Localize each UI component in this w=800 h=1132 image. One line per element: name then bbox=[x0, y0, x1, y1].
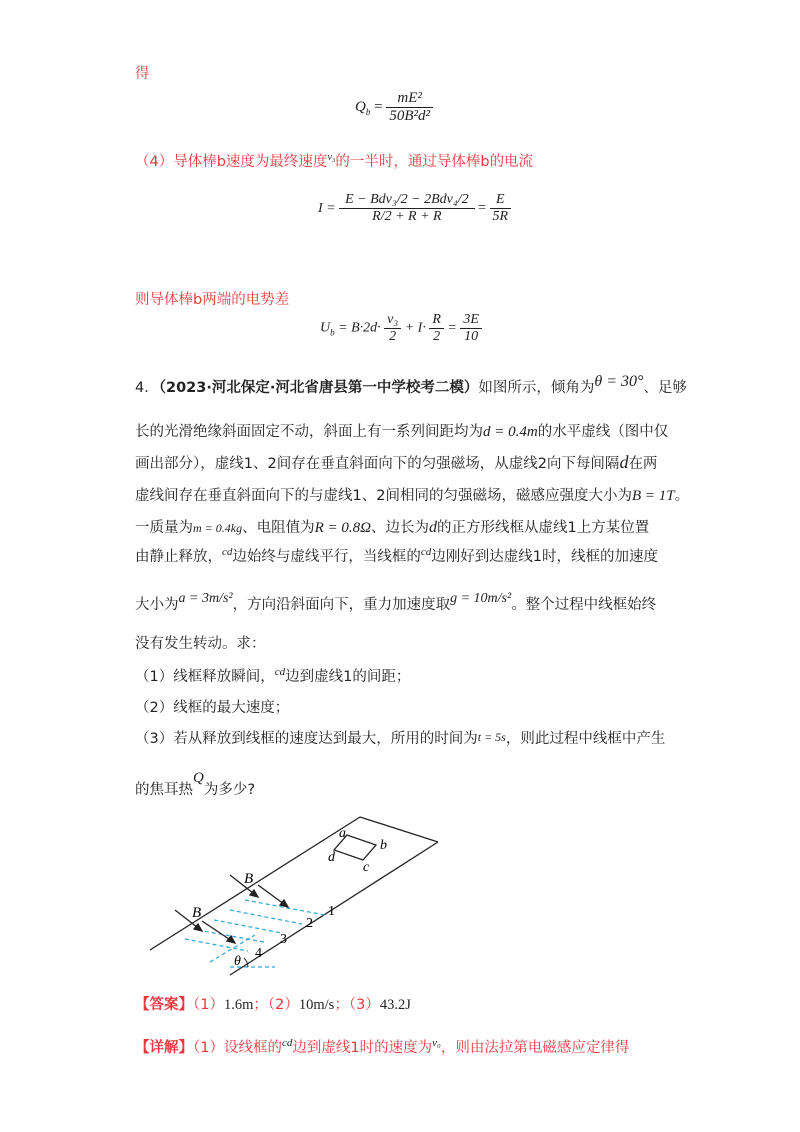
theta-eq: θ = 30° bbox=[594, 373, 644, 390]
line7-c: 。整个过程中线框始终 bbox=[511, 597, 657, 613]
line2-b: 的水平虚线（图中仅 bbox=[537, 424, 669, 440]
line7-a: 大小为 bbox=[135, 597, 179, 613]
explanation-text-a: （1）设线框的 bbox=[193, 1040, 282, 1056]
line6-b: 边始终与虚线平行，当线框的 bbox=[232, 549, 421, 565]
q3-d: 为多少? bbox=[203, 782, 256, 798]
dashed-line-2 bbox=[230, 910, 302, 924]
cd1: cd bbox=[222, 546, 233, 559]
line5-c: 、边长为 bbox=[370, 520, 429, 536]
de-word: 得 bbox=[135, 66, 150, 82]
problem-line-1 bbox=[135, 373, 687, 397]
eq-ub-mid: = B·2d· bbox=[338, 320, 381, 336]
answer-sep2: ；（3） bbox=[334, 997, 380, 1013]
question-1 bbox=[135, 665, 410, 686]
eq-ub-f2-den: 2 bbox=[433, 329, 441, 344]
eq-ub-f1-den: 2 bbox=[389, 329, 397, 344]
dashed-line-3 bbox=[214, 920, 282, 933]
eq-ub-lhs: U bbox=[320, 320, 331, 336]
line5-b: 、电阻值为 bbox=[242, 520, 315, 536]
q3-b: ，则此过程中线框中产生 bbox=[505, 731, 666, 747]
line3-a: 画出部分），虚线1、2间存在垂直斜面向下的匀强磁场，从虚线2向下每间隔 bbox=[135, 456, 620, 472]
eq-ub-res-den: 10 bbox=[464, 329, 479, 344]
line1-b: 、足够 bbox=[643, 380, 687, 396]
label-1: 1 bbox=[328, 904, 335, 919]
answer-v1: 1.6m bbox=[223, 997, 254, 1013]
label-b-field-2: B bbox=[192, 905, 202, 921]
q1-a: （1）线框释放瞬间， bbox=[135, 669, 275, 685]
ub-text: 则导体棒b两端的电势差 bbox=[135, 292, 290, 308]
eq-ub-eq: = bbox=[447, 320, 457, 336]
q1-cd: cd bbox=[274, 666, 286, 679]
line7-b: ，方向沿斜面向下，重力加速度取 bbox=[232, 597, 451, 613]
eq-i-den: R/2 + R + R bbox=[372, 209, 442, 224]
problem-number: 4． bbox=[135, 380, 159, 396]
m-eq: m = 0.4kg bbox=[193, 521, 243, 535]
part4-v: v₃ bbox=[327, 152, 336, 164]
q3-a: （3）若从释放到线框的速度达到最大，所用的时间为 bbox=[135, 731, 478, 747]
eq-i-lhs: I = bbox=[318, 200, 336, 216]
eq-ub-plus: + I· bbox=[404, 320, 426, 336]
explanation-tag: 【详解】 bbox=[135, 1040, 193, 1056]
eq-ub-sub: b bbox=[330, 327, 335, 338]
line6-a: 由静止释放， bbox=[135, 549, 222, 565]
label-4: 4 bbox=[255, 946, 262, 961]
eq-ub-f1-num: v₃ bbox=[384, 312, 401, 329]
answer-v3: 43.2J bbox=[379, 997, 411, 1013]
problem-source: （2023·河北保定·河北省唐县第一中学校考二模） bbox=[158, 380, 479, 396]
equation-i: I = $\frac{\text{E − Bdv₃/2 − 2Bdv₄/2}}{R/2 + R + R}$ = $\frac{E}{5R}$ bbox=[318, 192, 511, 225]
problem-line-7 bbox=[135, 593, 656, 614]
label-d: d bbox=[328, 850, 335, 865]
explanation-cd: cd bbox=[281, 1037, 293, 1050]
line4-a: 虚线间存在垂直斜面向下的与虚线1、2间相同的匀强磁场，磁感应强度大小为 bbox=[135, 488, 632, 504]
problem-line-8: 没有发生转动。求： bbox=[135, 636, 266, 652]
arrow-2-head bbox=[280, 900, 288, 907]
eq-ub-res-num: 3E bbox=[460, 312, 482, 329]
explanation-text-c: ，则由法拉第电磁感应定律得 bbox=[440, 1040, 630, 1056]
b-eq: B = 1T bbox=[631, 488, 675, 504]
question-2: （2）线框的最大速度； bbox=[135, 700, 290, 716]
problem-line-4 bbox=[135, 484, 689, 505]
answer-p1: （1） bbox=[193, 997, 224, 1013]
part4-text: （4）导体棒b速度为最终速度 bbox=[135, 154, 328, 170]
problem-line-6 bbox=[135, 545, 658, 566]
cd2: cd bbox=[420, 546, 432, 559]
label-3: 3 bbox=[280, 932, 287, 947]
d-eq: d = 0.4m bbox=[483, 424, 538, 440]
incline-figure bbox=[140, 815, 460, 980]
r-eq: R = 0.8Ω bbox=[314, 520, 371, 536]
line2-a: 长的光滑绝缘斜面固定不动，斜面上有一系列间距均为 bbox=[135, 424, 483, 440]
line4-b: 。 bbox=[674, 488, 690, 504]
eq-qb-den: 50B²d² bbox=[389, 108, 430, 124]
line5-a: 一质量为 bbox=[135, 520, 193, 536]
line6-c: 边刚好到达虚线1时，线框的加速度 bbox=[431, 549, 659, 565]
eq-qb-sub: b bbox=[365, 106, 371, 117]
eq-i-res-den: 5R bbox=[492, 209, 509, 224]
line3-d: d bbox=[619, 452, 629, 472]
label-2: 2 bbox=[306, 916, 313, 931]
answer-line bbox=[135, 993, 411, 1014]
q3-q: Q bbox=[193, 770, 204, 786]
line5-d: d bbox=[428, 519, 437, 536]
incline-edge-left bbox=[150, 817, 360, 950]
label-b-field-1: B bbox=[244, 871, 254, 887]
line3-b: 在两 bbox=[628, 456, 658, 472]
problem-line-2 bbox=[135, 420, 668, 441]
q3-c: 的焦耳热 bbox=[135, 782, 193, 798]
problem-line-5 bbox=[135, 516, 649, 537]
label-a: a bbox=[339, 826, 346, 841]
eq-qb-lhs: Q bbox=[355, 98, 366, 115]
question-3 bbox=[135, 727, 665, 748]
q1-b: 边到虚线1的间距； bbox=[285, 669, 411, 685]
explanation-text-b: 边到虚线1时的速度为 bbox=[292, 1040, 433, 1056]
t-eq: t = 5s bbox=[477, 730, 506, 744]
line5-e: 的正方形线框从虚线1上方某位置 bbox=[436, 520, 650, 536]
g-eq: g = 10m/s² bbox=[450, 591, 512, 606]
equation-ub bbox=[320, 312, 482, 345]
label-c: c bbox=[363, 860, 370, 875]
dashed-line-5 bbox=[185, 939, 248, 951]
eq-i-res-num: E bbox=[490, 192, 512, 209]
question-3-cont bbox=[135, 770, 256, 799]
label-theta: θ bbox=[234, 954, 241, 969]
answer-sep1: ；（2） bbox=[253, 997, 299, 1013]
eq-qb-num: mE² bbox=[386, 90, 433, 108]
explanation-line bbox=[135, 1036, 629, 1057]
problem-line-3 bbox=[135, 452, 657, 473]
a-eq: a = 3m/s² bbox=[178, 591, 233, 606]
answer-v2: 10m/s bbox=[298, 997, 335, 1013]
equation-qb: $Q_b$ = $\frac{\text{mE²}}{\text{50B²d²}}$ bbox=[355, 90, 433, 125]
line1-a: 如图所示，倾角为 bbox=[478, 380, 595, 396]
eq-i-num: E − Bdv₃/2 − 2Bdv₄/2 bbox=[339, 192, 475, 209]
answer-tag: 【答案】 bbox=[135, 997, 193, 1013]
part4-line bbox=[135, 150, 533, 171]
label-b: b bbox=[380, 838, 387, 853]
incline-top bbox=[360, 817, 438, 842]
eq-ub-f2-num: R bbox=[429, 312, 444, 329]
part4-text2: 的一半时，通过导体棒b的电流 bbox=[335, 154, 534, 170]
explanation-v0: v₀ bbox=[432, 1037, 441, 1050]
